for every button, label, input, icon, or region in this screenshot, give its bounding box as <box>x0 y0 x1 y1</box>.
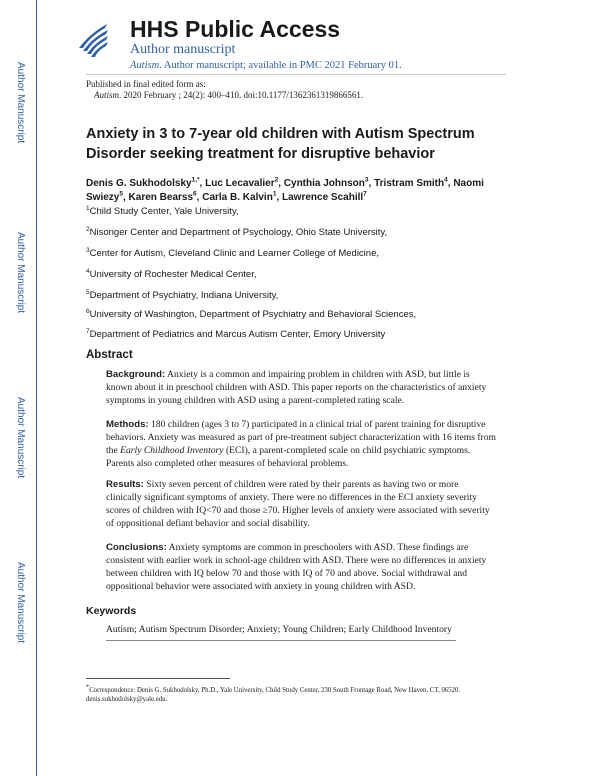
footnote-text: Correspondence: Denis G. Sukhodolsky, Ph.D., Yale University, Child Study Center, 230 South Frontage Road, New Haven, CT, 06520. denis.sukhodolsky@yale.edu. <box>86 687 461 703</box>
footnote-mark: * <box>86 683 90 691</box>
section-text: 180 children (ages 3 to 7) participated in a clinical trial of parent training for disruptive behaviors. Anxiety was measured as part of pre-treatment subject characterization with 16 items from the <box>106 419 497 456</box>
header-journal: Autism <box>130 60 160 71</box>
author-affiliation-mark: 1 <box>272 190 277 198</box>
affiliation <box>86 309 416 320</box>
affiliation-text: Child Study Center, Yale University, <box>89 206 239 217</box>
sidebar-label: Author Manuscript <box>15 562 26 644</box>
author-manuscript-sidebar <box>0 0 38 776</box>
affiliation-number: 3 <box>86 246 90 254</box>
article-title: Anxiety in 3 to 7-year old children with Autism Spectrum Disorder seeking treatment for disruptive behavior <box>86 126 475 162</box>
author-affiliation-mark: 2 <box>274 176 279 184</box>
header-title: HHS Public Access <box>130 16 341 42</box>
footnote-divider <box>86 678 230 679</box>
sidebar-label: Author Manuscript <box>15 232 26 314</box>
keywords-heading: Keywords <box>86 605 137 617</box>
section-label: Results: <box>106 479 144 490</box>
abstract-results <box>106 478 496 530</box>
affiliation-text: Department of Psychiatry, Indiana University, <box>89 290 279 301</box>
keywords-divider <box>106 640 456 641</box>
section-text: Sixty seven percent of children were rated by their parents as having two or more clinically significant symptoms of anxiety. There were no differences in the ECI anxiety severity scores of children with IQ<70 and those ≥70. Higher levels of anxiety were associated with severity of oppositional defiant behavior and social disability. <box>106 479 490 529</box>
section-label: Conclusions: <box>106 542 167 553</box>
sidebar-label: Author Manuscript <box>15 62 26 144</box>
affiliation-text: University of Washington, Department of Psychiatry and Behavioral Sciences, <box>89 309 417 320</box>
affiliation <box>86 290 278 301</box>
header-availability: . Author manuscript; available in PMC 2021 February 01. <box>159 60 402 71</box>
abstract-conclusions <box>106 541 496 593</box>
header-divider <box>86 74 506 75</box>
section-label: Background: <box>106 369 166 380</box>
author-name: Cynthia Johnson <box>283 178 365 189</box>
affiliation-number: 5 <box>86 288 90 296</box>
section-text: Anxiety is a common and impairing problem in children with ASD, but little is known about it in preschool children with ASD. This paper reports on the characteristics of anxiety symptoms in young children with ASD using a parent-completed rating scale. <box>106 369 487 406</box>
author-name: Luc Lecavalier <box>205 178 275 189</box>
header-subtitle: Author manuscript <box>130 42 236 57</box>
author-name: Carla B. Kalvin <box>202 192 273 203</box>
section-text: Anxiety symptoms are common in preschoolers with ASD. These findings are consistent with earlier work in school-age children with ASD. There were no differences in anxiety between children with IQ below 70 and those with IQ of 70 and above. Social withdrawal and oppositional behavior were associated with anxiety in young children with ASD. <box>106 542 487 592</box>
affiliation-text: University of Rochester Medical Center, <box>89 269 257 280</box>
affiliation-number: 2 <box>86 225 90 233</box>
correspondence-footnote <box>86 683 506 704</box>
author-name: Denis G. Sukhodolsky <box>86 178 192 189</box>
affiliation-text: Center for Autism, Cleveland Clinic and Learner College of Medicine, <box>89 248 379 259</box>
header-source <box>130 60 402 71</box>
affiliation-number: 1 <box>86 204 90 212</box>
keywords-list: Autism; Autism Spectrum Disorder; Anxiety; Young Children; Early Childhood Inventory <box>106 624 452 635</box>
affiliation-number: 4 <box>86 267 90 275</box>
author-name: Naomi Swiezy <box>86 178 484 203</box>
author-affiliation-mark: 3 <box>364 176 369 184</box>
citation-details: . 2020 February ; 24(2): 400–410. doi:10.1177/1362361319866561. <box>119 90 364 100</box>
instrument-name: Early Childhood Inventory <box>120 445 224 456</box>
abstract-methods <box>106 418 496 470</box>
author-name: Tristram Smith <box>374 178 445 189</box>
affiliation <box>86 329 385 340</box>
author-affiliation-mark: 4 <box>444 176 448 184</box>
citation <box>94 90 363 100</box>
affiliation-number: 7 <box>86 327 90 335</box>
affiliation-text: Nisonger Center and Department of Psychology, Ohio State University, <box>89 227 388 238</box>
author-affiliation-mark: 5 <box>119 190 123 198</box>
affiliation-number: 6 <box>86 307 90 315</box>
affiliation <box>86 227 387 238</box>
affiliation <box>86 269 256 280</box>
sidebar-divider <box>36 0 37 776</box>
author-affiliation-mark: 7 <box>363 190 367 198</box>
affiliation <box>86 248 379 259</box>
author-name: Lawrence Scahill <box>282 192 364 203</box>
section-text: (ECI), a parent-completed scale on child psychiatric symptoms. Parents also completed other measures of behavioral problems. <box>106 445 471 469</box>
affiliation-text: Department of Pediatrics and Marcus Autism Center, Emory University <box>89 329 386 340</box>
citation-journal: Autism <box>94 90 120 100</box>
abstract-background <box>106 368 496 407</box>
hhs-eagle-icon <box>75 18 111 58</box>
author-name: Karen Bearss <box>128 192 194 203</box>
affiliation <box>86 206 239 217</box>
author-list: Denis G. Sukhodolsky$^{1,*}$, Luc Lecavalier$^2$, Cynthia Johnson$^3$, Tristram Smith$^4$, Naomi Swiezy$^5$, Karen Bearss$^6$, Carla B. Kalvin$^1$, Lawrence Scahill$^7$ <box>86 176 484 203</box>
published-as: Published in final edited form as: <box>86 79 206 89</box>
author-affiliation-mark: 1,* <box>191 176 200 184</box>
sidebar-label: Author Manuscript <box>15 397 26 479</box>
author-affiliation-mark: 6 <box>193 190 197 198</box>
section-label: Methods: <box>106 419 149 430</box>
abstract-heading: Abstract <box>86 349 133 361</box>
